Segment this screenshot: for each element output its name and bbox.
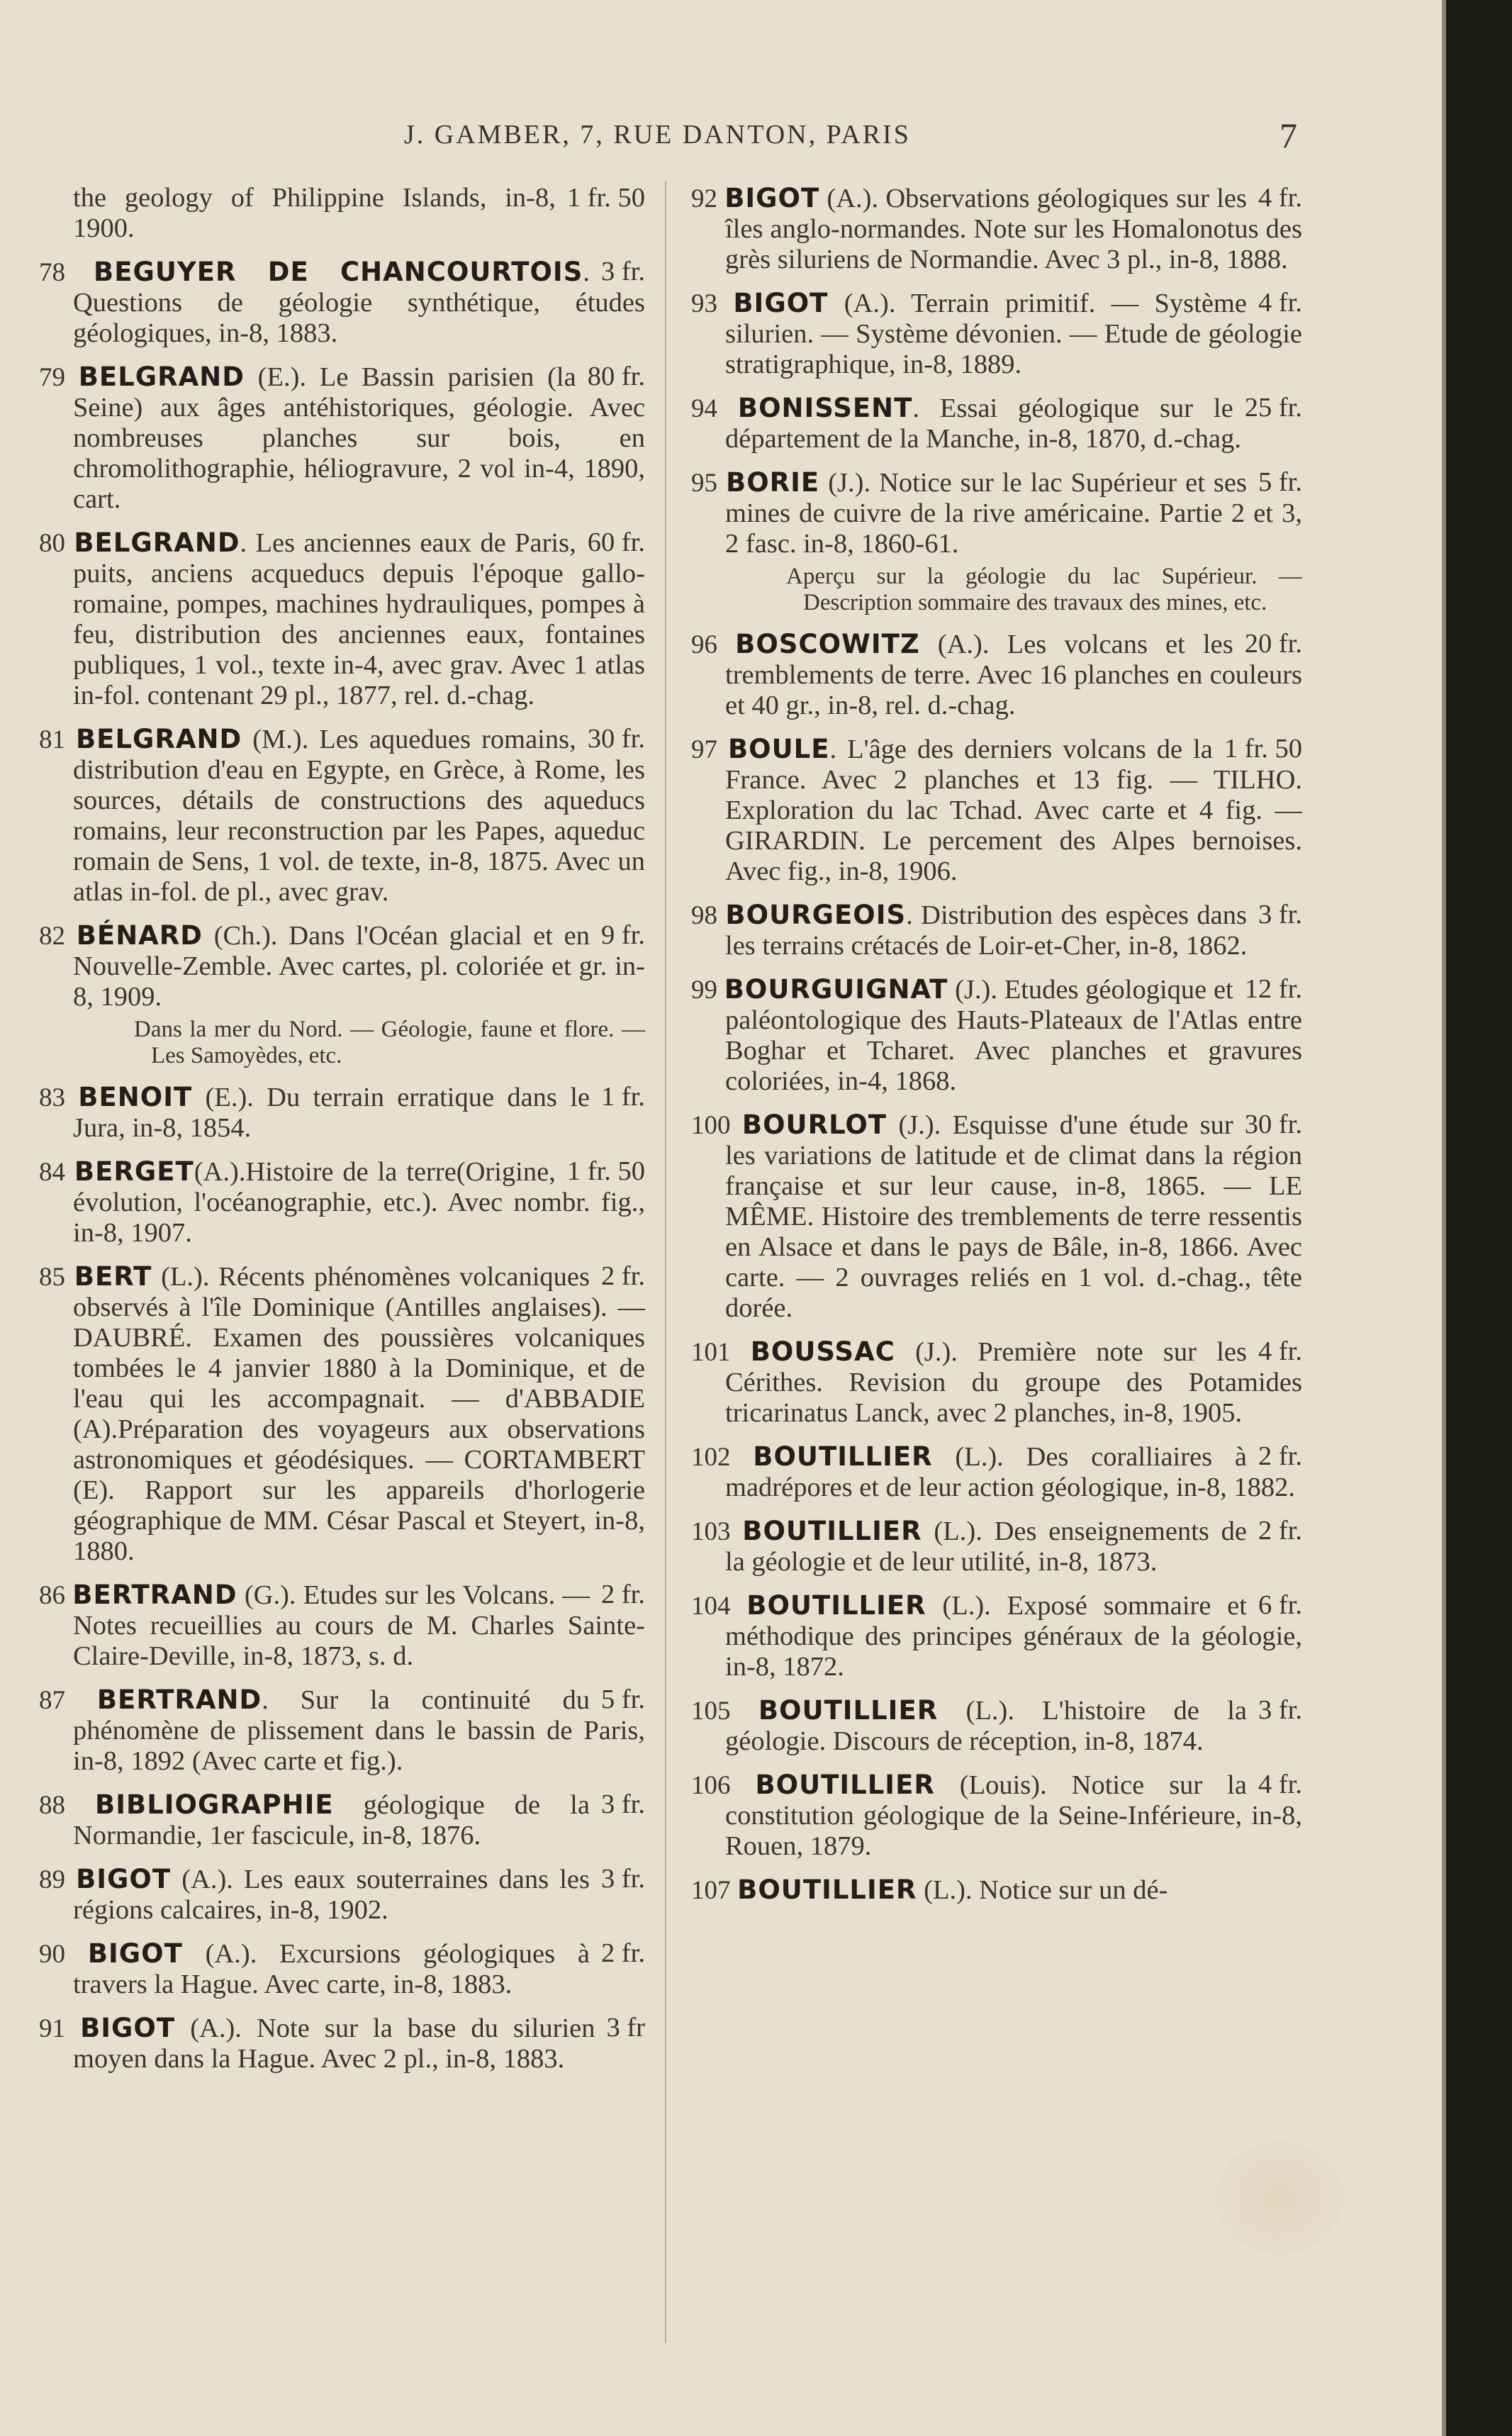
entry-description: (A.). Terrain primitif. — Système silurien. — Système dévonien. — Etude de géologie stratigraphique, in-8, 1889. xyxy=(725,289,1302,379)
right-column xyxy=(691,183,1302,1918)
entry-price: 2 fr. xyxy=(1258,1441,1302,1471)
catalogue-entry xyxy=(691,1590,1302,1682)
entry-price: 3 fr. xyxy=(600,257,645,286)
entry-description: (J.). Première note sur les Cérithes. Revision du groupe des Potamides tricarinatus Lanck, avec 2 planches, in-8, 1905. xyxy=(725,1337,1302,1428)
entry-description: . L'âge des derniers volcans de la France. Avec 2 planches et 13 fig. — TILHO. Exploration du lac Tchad. Avec carte et 4 fig. — GIRARDIN. Le percement des Alpes bernoises. Avec fig., in-8, 1906. xyxy=(725,734,1302,886)
entry-number: 87 xyxy=(39,1686,65,1715)
entry-author: BIBLIOGRAPHIE xyxy=(95,1789,334,1820)
entry-author: BELGRAND xyxy=(75,724,242,754)
entry-description: (A.).Histoire de la terre(Origine, évolution, l'océanographie, etc.). Avec nombr. fig., in-8, 1907. xyxy=(73,1157,645,1248)
entry-price: 3 fr xyxy=(606,2013,645,2043)
entry-description: (G.). Etudes sur les Volcans. — Notes recueillies au cours de M. Charles Sainte-Claire-Deville, in-8, 1873, s. d. xyxy=(73,1580,645,1671)
entry-author: BELGRAND xyxy=(78,362,245,392)
catalogue-entry xyxy=(39,2013,645,2074)
entry-author: BIGOT xyxy=(80,2013,176,2043)
entry-price: 1 fr. 50 xyxy=(566,183,645,213)
entry-price: 3 fr. xyxy=(1258,1695,1302,1725)
entry-description: (A.). Les volcans et les tremblements de terre. Avec 16 planches en couleurs et 40 gr., in-8, rel. d.-chag. xyxy=(725,630,1302,720)
entry-number: 86 xyxy=(39,1581,65,1610)
entry-number: 98 xyxy=(691,901,717,930)
entry-price: 1 fr. 50 xyxy=(1223,734,1302,764)
entry-price: 3 fr. xyxy=(600,1864,645,1894)
entry-price: 1 fr. xyxy=(600,1082,645,1112)
entry-number: 80 xyxy=(39,529,65,558)
entry-description: . Les anciennes eaux de Paris, puits, anciens acqueducs depuis l'époque gallo-romaine, pompes, machines hydrauliques, pompes à feu, distribution des anciennes eaux, fontaines publiques, 1 vol., texte in-4, avec grav. Avec 1 atlas in-fol. contenant 29 pl., 1877, rel. d.-chag. xyxy=(73,528,645,710)
entry-description: géologique de la Normandie, 1er fascicule, in-8, 1876. xyxy=(73,1790,590,1850)
entry-price: 3 fr. xyxy=(600,1789,645,1819)
catalogue-entry xyxy=(691,467,1302,616)
entry-number: 85 xyxy=(39,1263,65,1292)
entry-number: 105 xyxy=(691,1697,731,1726)
entry-price: 2 fr. xyxy=(600,1261,645,1291)
entry-description: the geology of Philippine Islands, in-8, 1900. xyxy=(73,183,556,243)
entry-price: 30 fr. xyxy=(1244,1110,1302,1139)
entry-description: (L.). Des coralliaires à madrépores et de leur action géologique, in-8, 1882. xyxy=(725,1442,1295,1502)
entry-price: 12 fr. xyxy=(1244,974,1302,1004)
entry-author: BÉNARD xyxy=(76,920,203,951)
entry-description: (M.). Les aquedues romains, distribution d'eau en Egypte, en Grèce, à Rome, les sources, détails de constructions des aqueducs romains, leur reconstruction par les Papes, aqueduc romain de Sens, 1 vol. de texte, in-8, 1875. Avec un atlas in-fol. de pl., avec grav. xyxy=(73,725,645,907)
catalogue-entry xyxy=(39,724,645,907)
entry-price: 20 fr. xyxy=(1244,629,1302,659)
running-title: J. GAMBER, 7, RUE DANTON, PARIS xyxy=(404,120,911,150)
entry-description: . Essai géologique sur le département de la Manche, in-8, 1870, d.-chag. xyxy=(725,393,1242,454)
entry-author: BELGRAND xyxy=(74,527,240,558)
entry-price: 9 fr. xyxy=(600,920,645,950)
entry-price: 4 fr. xyxy=(1258,183,1302,213)
entry-number: 83 xyxy=(39,1083,65,1112)
entry-number: 104 xyxy=(691,1592,731,1621)
entry-number: 100 xyxy=(691,1111,731,1140)
entry-author: BOUTILLIER xyxy=(758,1695,939,1726)
entry-author: BOURLOT xyxy=(741,1110,887,1140)
entry-number: 99 xyxy=(691,976,717,1005)
entry-author: BOURGEOIS xyxy=(725,900,907,930)
catalogue-entry xyxy=(691,288,1302,380)
entry-author: BOUTILLIER xyxy=(755,1770,935,1800)
catalogue-entry xyxy=(39,1580,645,1672)
entry-number: 96 xyxy=(691,630,717,659)
paper-stain xyxy=(1216,2141,1343,2255)
entry-price: 80 fr. xyxy=(587,362,645,391)
entry-number: 89 xyxy=(39,1865,65,1894)
entry-author: BERTRAND xyxy=(72,1580,237,1610)
entry-price: 5 fr. xyxy=(600,1684,645,1714)
entry-author: BERTRAND xyxy=(96,1684,262,1715)
entry-author: BONISSENT xyxy=(737,393,913,423)
catalogue-entry xyxy=(39,1684,645,1777)
entry-description: (Ch.). Dans l'Océan glacial et en Nouvelle-Zemble. Avec cartes, pl. coloriée et gr. in-8, 1909. xyxy=(73,921,645,1012)
catalogue-entry xyxy=(691,1110,1302,1324)
entry-author: BOULE xyxy=(727,734,830,764)
entry-description: (J.). Notice sur le lac Supérieur et ses mines de cuivre de la rive américaine. Partie 2 et 3, 2 fasc. in-8, 1860-61. xyxy=(725,468,1302,559)
page-number: 7 xyxy=(1279,116,1297,155)
entry-description: (A.). Les eaux souterraines dans les régions calcaires, in-8, 1902. xyxy=(73,1865,590,1925)
entry-price: 2 fr. xyxy=(600,1938,645,1968)
entry-description: (L.). Exposé sommaire et méthodique des principes généraux de la géologie, in-8, 1872. xyxy=(725,1591,1302,1682)
entry-description: (A.). Excursions géologiques à travers la Hague. Avec carte, in-8, 1883. xyxy=(73,1939,590,1999)
catalogue-entry xyxy=(691,629,1302,721)
catalogue-entry xyxy=(691,393,1302,454)
entry-description: (E.). Du terrain erratique dans le Jura, in-8, 1854. xyxy=(73,1083,590,1143)
entry-author: BOUTILLIER xyxy=(742,1516,922,1546)
catalogue-entry xyxy=(39,257,645,349)
entry-author: BOURGUIGNAT xyxy=(724,974,948,1005)
entry-description: (L.). Récents phénomènes volcaniques observés à l'île Dominique (Antilles anglaises). — DAUBRÉ. Examen des poussières volcaniques tombées le 4 janvier 1880 à la Dominique, et de l'eau qui les accompagnait. — d'ABBADIE (A).Préparation des voyageurs aux observations astronomiques et géodésiques. — CORTAMBERT (E). Rapport sur les appareils d'horlogerie géographique de MM. César Pascal et Steyert, in-8, 1880. xyxy=(73,1262,645,1566)
entry-author: BOUTILLIER xyxy=(737,1875,917,1905)
catalogue-entry xyxy=(39,1864,645,1926)
entry-number: 101 xyxy=(691,1338,731,1367)
entry-number: 84 xyxy=(39,1158,65,1187)
catalogue-entry xyxy=(691,183,1302,275)
entry-description: (J.). Etudes géologique et paléontologique des Hauts-Plateaux de l'Atlas entre Boghar et Tcharet. Avec planches et gravures coloriées, in-4, 1868. xyxy=(725,975,1302,1096)
entry-number: 78 xyxy=(39,258,65,287)
entry-author: BIGOT xyxy=(76,1864,172,1894)
catalogue-entry xyxy=(691,1875,1302,1906)
entry-number: 93 xyxy=(691,289,717,318)
entry-price: 2 fr. xyxy=(600,1580,645,1609)
entry-author: BORIE xyxy=(726,467,820,498)
entry-number: 92 xyxy=(691,184,717,213)
catalogue-entry xyxy=(39,920,645,1069)
entry-number: 91 xyxy=(39,2014,65,2043)
catalogue-entry xyxy=(691,1516,1302,1577)
entry-note: Aperçu sur la géologie du lac Supérieur. — Description sommaire des travaux des mines, etc. xyxy=(786,564,1302,615)
entry-price: 60 fr. xyxy=(587,527,645,557)
catalogue-entry xyxy=(39,183,645,244)
entry-price: 25 fr. xyxy=(1244,393,1302,423)
catalogue-entry xyxy=(39,1789,645,1851)
entry-number: 107 xyxy=(691,1876,731,1905)
left-column xyxy=(39,183,645,2087)
entry-price: 3 fr. xyxy=(1258,900,1302,929)
entry-description: (Louis). Notice sur la constitution géologique de la Seine-Inférieure, in-8, Rouen, 1879. xyxy=(725,1770,1302,1861)
entry-author: BOSCOWITZ xyxy=(735,629,920,659)
entry-author: BIGOT xyxy=(724,183,820,213)
entry-number: 82 xyxy=(39,922,65,951)
entry-description: (E.). Le Bassin parisien (la Seine) aux âges antéhistoriques, géologie. Avec nombreuses planches sur bois, en chromolithographie, héliogravure, 2 vol in-4, 1890, cart. xyxy=(73,362,645,514)
entry-number: 81 xyxy=(39,725,65,754)
entry-author: BERT xyxy=(74,1261,152,1292)
entry-note: Dans la mer du Nord. — Géologie, faune et flore. — Les Samoyèdes, etc. xyxy=(134,1017,645,1068)
entry-price: 30 fr. xyxy=(587,724,645,754)
entry-author: BOUSSAC xyxy=(750,1336,895,1367)
catalogue-entry xyxy=(691,974,1302,1097)
entry-price: 4 fr. xyxy=(1258,1336,1302,1366)
entry-number: 88 xyxy=(39,1791,65,1820)
entry-price: 4 fr. xyxy=(1258,288,1302,318)
entry-number: 106 xyxy=(691,1771,731,1800)
entry-description: (L.). Notice sur un dé- xyxy=(917,1875,1168,1905)
entry-number: 90 xyxy=(39,1940,65,1969)
entry-description: (L.). Des enseignements de la géologie et de leur utilité, in-8, 1873. xyxy=(725,1516,1247,1577)
catalogue-entry xyxy=(39,1156,645,1248)
entry-author: BIGOT xyxy=(733,288,829,318)
catalogue-entry xyxy=(39,362,645,515)
entry-price: 6 fr. xyxy=(1258,1590,1302,1620)
entry-number: 103 xyxy=(691,1517,731,1546)
catalogue-entry xyxy=(691,1336,1302,1429)
catalogue-entry xyxy=(691,1695,1302,1757)
entry-author: BIGOT xyxy=(87,1938,183,1969)
catalogue-entry xyxy=(39,1082,645,1144)
entry-author: BOUTILLIER xyxy=(753,1441,933,1472)
entry-author: BERGET xyxy=(74,1156,194,1187)
entry-description: . Distribution des espèces dans les terrains crétacés de Loir-et-Cher, in-8, 1862. xyxy=(725,900,1248,961)
entry-number: 102 xyxy=(691,1443,731,1472)
catalogue-entry xyxy=(691,734,1302,887)
entry-number: 95 xyxy=(691,469,717,498)
entry-price: 4 fr. xyxy=(1258,1770,1302,1799)
entry-number: 94 xyxy=(691,394,717,423)
entry-price: 2 fr. xyxy=(1258,1516,1302,1546)
entry-author: BENOIT xyxy=(78,1082,193,1112)
entry-author: BEGUYER DE CHANCOURTOIS xyxy=(94,257,583,287)
entry-description: (A.). Note sur la base du silurien moyen dans la Hague. Avec 2 pl., in-8, 1883. xyxy=(73,2013,595,2074)
catalogue-entry xyxy=(39,527,645,711)
catalogue-entry xyxy=(691,1441,1302,1503)
entry-description: . Sur la continuité du phénomène de plissement dans le bassin de Paris, in-8, 1892 (Avec carte et fig.). xyxy=(73,1685,645,1776)
catalogue-entry xyxy=(39,1938,645,2000)
catalogue-entry xyxy=(39,1261,645,1567)
entry-author: BOUTILLIER xyxy=(746,1590,926,1621)
column-divider xyxy=(665,181,666,2343)
entry-number: 97 xyxy=(691,735,717,764)
catalogue-entry xyxy=(691,1770,1302,1862)
entry-description: (J.). Esquisse d'une étude sur les variations de latitude et de climat dans la région française et sur leur cause, in-8, 1865. — LE MÊME. Histoire des tremblements de terre ressentis en Alsace et dans le pays de Bâle, in-8, 1866. Avec carte. — 2 ouvrages reliés en 1 vol. d.-chag., tête dorée. xyxy=(725,1110,1302,1323)
entry-description: (L.). L'histoire de la géologie. Discours de réception, in-8, 1874. xyxy=(725,1696,1247,1756)
entry-description: . Questions de géologie synthétique, études géologiques, in-8, 1883. xyxy=(73,257,645,348)
entry-price: 1 fr. 50 xyxy=(566,1156,645,1186)
page-header xyxy=(0,116,1446,162)
entry-price: 5 fr. xyxy=(1258,467,1302,497)
entry-number: 79 xyxy=(39,363,65,392)
catalogue-entry xyxy=(691,900,1302,961)
entry-description: (A.). Observations géologiques sur les îles anglo-normandes. Note sur les Homalonotus des grès siluriens de Normandie. Avec 3 pl., in-8, 1888. xyxy=(725,184,1302,274)
